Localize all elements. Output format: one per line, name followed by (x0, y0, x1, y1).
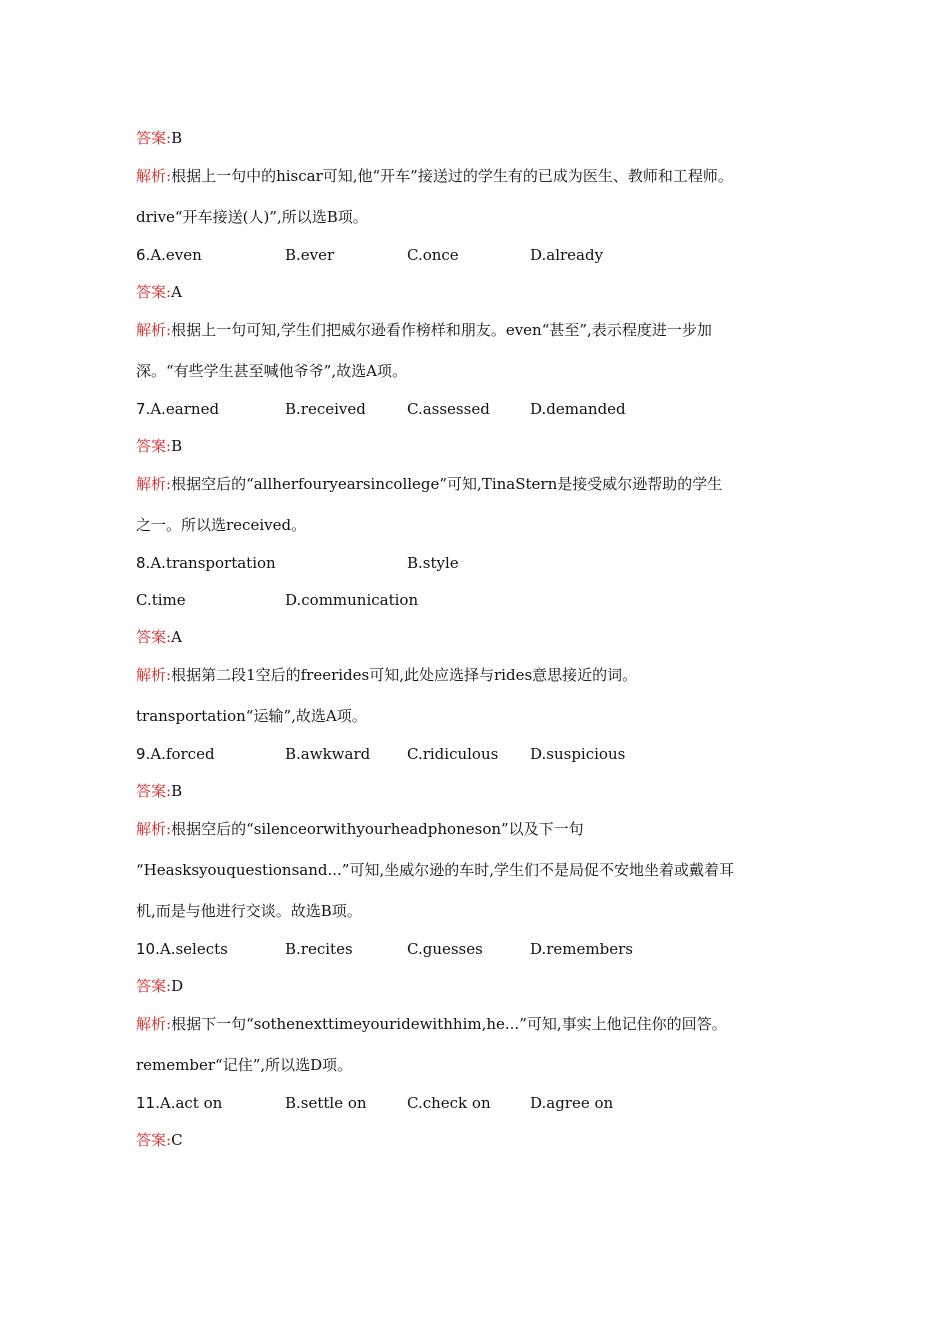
option-b: B.awkward (285, 745, 371, 763)
question-options-row (136, 399, 830, 419)
question-options-row (136, 590, 830, 610)
analysis-line (136, 474, 830, 494)
analysis-text: 根据上一句中的hiscar可知,他“开车”接送过的学生有的已成为医生、教师和工程师。 (171, 167, 733, 185)
answer-line (136, 627, 830, 647)
answer-line (136, 1130, 830, 1150)
analysis-line (136, 166, 830, 186)
answer-value: D (171, 977, 184, 995)
answer-label: 答案: (136, 628, 172, 646)
answer-label: 答案: (136, 782, 172, 800)
question-number: 10. (136, 940, 160, 958)
analysis-line (136, 819, 830, 839)
question-number: 8. (136, 554, 151, 572)
analysis-label: 解析: (136, 321, 172, 339)
question-options-row (136, 1093, 830, 1113)
answer-label: 答案: (136, 1131, 172, 1149)
analysis-label: 解析: (136, 666, 172, 684)
answer-line (136, 436, 830, 456)
option-c: C.ridiculous (407, 745, 499, 763)
answer-label: 答案: (136, 129, 172, 147)
question-options-row (136, 939, 830, 959)
analysis-line (136, 320, 830, 340)
analysis-text: 根据第二段1空后的freerides可知,此处应选择与rides意思接近的词。 (171, 666, 638, 684)
analysis-text: 根据下一句“sothenexttimeyouridewithhim,he...”可知,事实上他记住你的回答。 (171, 1015, 727, 1033)
answer-label: 答案: (136, 283, 172, 301)
analysis-label: 解析: (136, 475, 172, 493)
option-a: 9.A.forced (136, 745, 215, 763)
answer-value: B (171, 782, 183, 800)
option-d: D.demanded (530, 400, 626, 418)
analysis-text: 根据空后的“allherfouryearsincollege”可知,TinaStern是接受威尔逊帮助的学生 (171, 475, 723, 493)
analysis-continuation: drive“开车接送(人)”,所以选B项。 (136, 208, 368, 226)
answer-line (136, 128, 830, 148)
analysis-text: 根据空后的“silenceorwithyourheadphoneson”以及下一句 (171, 820, 584, 838)
option-c: C.assessed (407, 400, 490, 418)
answer-label: 答案: (136, 977, 172, 995)
answer-value: C (171, 1131, 183, 1149)
analysis-continuation: remember“记住”,所以选D项。 (136, 1056, 353, 1074)
option-b: B.style (407, 554, 459, 572)
option-d: D.suspicious (530, 745, 626, 763)
analysis-continuation: 深。“有些学生甚至喊他爷爷”,故选A项。 (136, 362, 407, 380)
answer-line (136, 976, 830, 996)
analysis-label: 解析: (136, 167, 172, 185)
option-b: B.recites (285, 940, 353, 958)
option-a: 10.A.selects (136, 940, 228, 958)
option-c: C.once (407, 246, 459, 264)
answer-label: 答案: (136, 437, 172, 455)
option-a: 7.A.earned (136, 400, 220, 418)
analysis-line (136, 1014, 830, 1034)
question-number: 11. (136, 1094, 160, 1112)
question-options-row (136, 245, 830, 265)
answer-value: B (171, 129, 183, 147)
option-d: D.already (530, 246, 604, 264)
answer-line (136, 282, 830, 302)
question-options-row (136, 553, 830, 573)
analysis-continuation: 之一。所以选received。 (136, 516, 307, 534)
option-d: D.remembers (530, 940, 633, 958)
answer-line (136, 781, 830, 801)
option-a: 6.A.even (136, 246, 202, 264)
option-c: C.check on (407, 1094, 491, 1112)
analysis-continuation: 机,而是与他进行交谈。故选B项。 (136, 902, 362, 920)
question-number: 7. (136, 400, 151, 418)
answer-value: B (171, 437, 183, 455)
answer-value: A (171, 283, 182, 301)
question-number: 6. (136, 246, 151, 264)
option-b: B.received (285, 400, 366, 418)
option-d: D.agree on (530, 1094, 614, 1112)
option-b: B.ever (285, 246, 335, 264)
question-number: 9. (136, 745, 151, 763)
answer-value: A (171, 628, 182, 646)
option-c: C.guesses (407, 940, 483, 958)
question-options-row (136, 744, 830, 764)
option-a: 11.A.act on (136, 1094, 223, 1112)
analysis-label: 解析: (136, 1015, 172, 1033)
analysis-label: 解析: (136, 820, 172, 838)
option-b: B.settle on (285, 1094, 367, 1112)
analysis-continuation: transportation“运输”,故选A项。 (136, 707, 367, 725)
option-a: 8.A.transportation (136, 554, 276, 572)
analysis-line (136, 665, 830, 685)
option-d: D.communication (285, 591, 419, 609)
analysis-continuation: “Heasksyouquestionsand...”可知,坐威尔逊的车时,学生们不是局促不安地坐着或戴着耳 (136, 861, 734, 879)
option-c: C.time (136, 591, 186, 609)
analysis-text: 根据上一句可知,学生们把威尔逊看作榜样和朋友。even“甚至”,表示程度进一步加 (171, 321, 712, 339)
